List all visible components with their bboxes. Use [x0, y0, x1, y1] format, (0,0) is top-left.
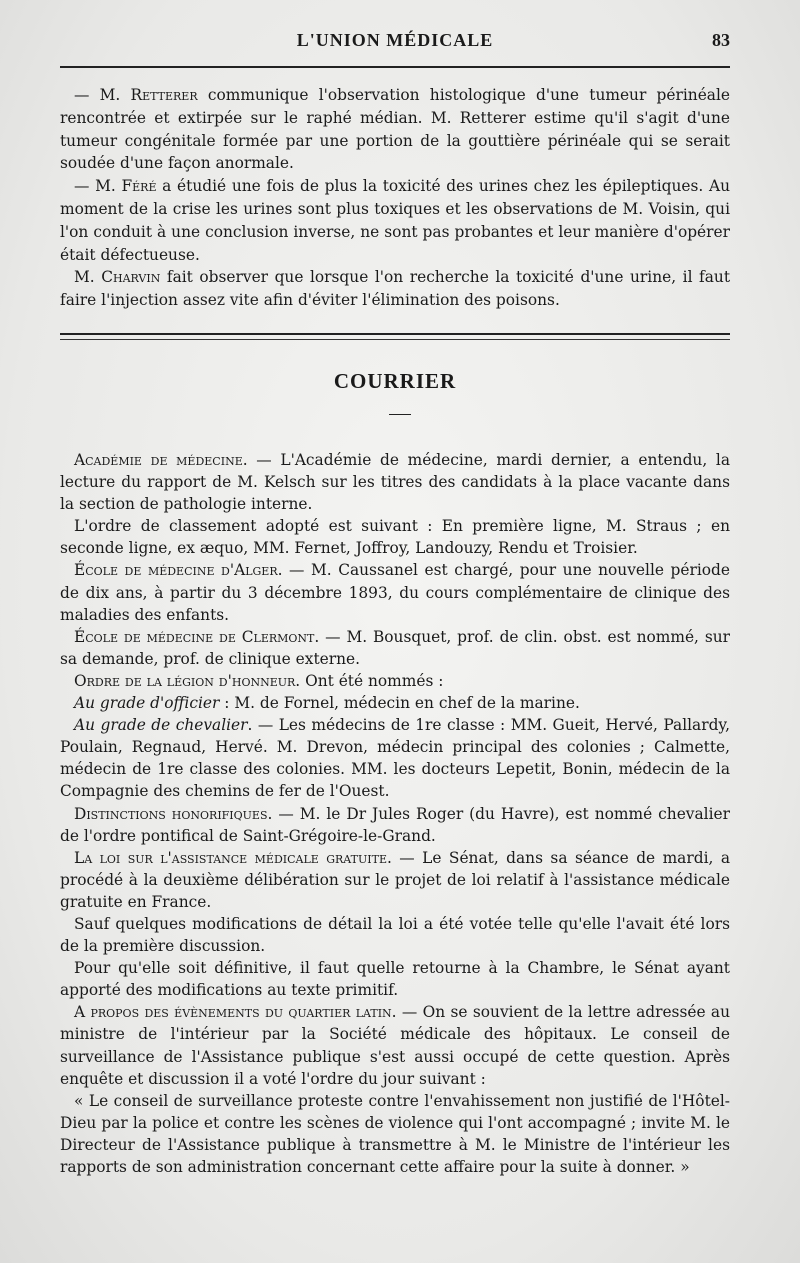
paragraph-text: — Le Sénat, dans sa séance de mardi, a procédé à la deuxième délibération sur le projet de loi relatif à l'assistance médicale gratuite en France.: [60, 848, 730, 911]
paragraph-text: — M. Bousquet, prof. de clin. obst. est nommé, sur sa demande, prof. de clinique externe.: [60, 627, 730, 668]
paragraph-academie: [60, 449, 730, 515]
paragraph-text: L'ordre de classement adopté est suivant : En première ligne, M. Straus ; en seconde ligne, ex æquo, MM. Fernet, Joffroy, Landouzy, Rendu et Troisier.: [60, 517, 730, 558]
proceedings-block: [60, 84, 730, 312]
paragraph-fere: [60, 175, 730, 266]
running-title: L'UNION MÉDICALE: [296, 30, 494, 50]
lead: M.: [74, 268, 102, 287]
paragraph-classement: [60, 515, 730, 559]
paragraph-text: — M. le Dr Jules Roger (du Havre), est nommé chevalier de l'ordre pontifical de Saint-Grégoire-le-Grand.: [60, 804, 730, 845]
speaker-name: Charvin: [101, 268, 161, 287]
rubric-head: Académie de médecine.: [74, 451, 248, 469]
paragraph-text: Pour qu'elle soit définitive, il faut quelle retourne à la Chambre, le Sénat ayant apporté des modifications au texte primitif.: [60, 959, 730, 1000]
paragraph-charvin: [60, 266, 730, 312]
paragraph-distinctions: [60, 803, 730, 847]
title-underline: [389, 414, 411, 415]
paragraph-quartier-latin: [60, 1001, 730, 1089]
paragraph-legion: [60, 670, 730, 692]
paragraph-definitive: [60, 957, 730, 1001]
paragraph-retterer: [60, 84, 730, 175]
paragraph-text: . — Les médecins de 1re classe : MM. Gueit, Hervé, Pallardy, Poulain, Regnaud, Hervé. M. Drevon, médecin principal des colonies ; Calmette, médecin de 1re classe des colonies. MM. les docteurs Lepetit, Bonin, médecin de la Compagnie des chemins de fer de l'Ouest.: [60, 716, 730, 801]
rubric-head: École de médecine de Clermont.: [74, 627, 320, 646]
paragraph-officier: [60, 692, 730, 714]
paragraph-text: — L'Académie de médecine, mardi dernier, a entendu, la lecture du rapport de M. Kelsch sur les titres des candidats à la place vacante dans la section de pathologie interne.: [60, 451, 731, 514]
paragraph-alger: [60, 559, 730, 625]
paragraph-chevalier: [60, 714, 730, 802]
paragraph-text: a étudié une fois de plus la toxicité des urines chez les épileptiques. Au moment de la crise les urines sont plus toxiques et les observations de M. Voisin, qui l'on conduit à une conclusion inverse, ne sont pas probantes et leur manière d'opérer était défectueuse.: [60, 177, 731, 264]
paragraph-text: — M. Caussanel est chargé, pour une nouvelle période de dix ans, à partir du 3 décembre 1893, du cours complémentaire de clinique des maladies des enfants.: [60, 561, 730, 624]
rubric-head: Distinctions honorifiques.: [74, 804, 273, 823]
lead: — M.: [74, 86, 131, 104]
rubric-head: A propos des évènements du quartier latin.: [74, 1003, 397, 1022]
speaker-name: Retterer: [130, 86, 198, 104]
lead: — M.: [74, 177, 122, 196]
page-header: [60, 30, 730, 60]
rubric-head-italic: Au grade d'officier: [74, 694, 220, 713]
paragraph-ordre-du-jour: [60, 1090, 730, 1178]
paragraph-clermont: [60, 626, 730, 670]
section-separator: [60, 333, 730, 340]
rubric-head: École de médecine d'Alger.: [74, 561, 283, 580]
paragraph-text: communique l'observation histologique d'une tumeur périnéale rencontrée et extirpée sur le raphé médian. M. Retterer estime qu'il s'agit d'une tumeur congénitale formée par une portion de la gouttière périnéale qui se serait soudée d'une façon anormale.: [60, 86, 731, 173]
paragraph-sauf: [60, 913, 730, 957]
paragraph-text: Sauf quelques modifications de détail la loi a été votée telle qu'elle l'avait été lors de la première discussion.: [60, 914, 730, 956]
paragraph-text: Ont été nommés :: [300, 671, 444, 690]
section-title: COURRIER: [333, 369, 457, 393]
rubric-head: Ordre de la légion d'honneur.: [74, 671, 301, 690]
header-rule: [60, 66, 730, 68]
paragraph-text: — On se souvient de la lettre adressée au ministre de l'intérieur par la Société médicale des hôpitaux. Le conseil de surveillance de l'Assistance publique s'est aussi occupé de cette question. Après enquête et discussion il a voté l'ordre du jour suivant :: [60, 1003, 731, 1088]
paragraph-text: « Le conseil de surveillance proteste contre l'envahissement non justifié de l'Hôtel-Dieu par la police et contre les scènes de violence qui l'ont accompagné ; invite M. le Directeur de l'Assistance publique à transmettre à M. le Ministre de l'intérieur les rapports de son administration concernant cette affaire pour la suite à donner. »: [60, 1091, 730, 1176]
rubric-head: La loi sur l'assistance médicale gratuite.: [74, 848, 392, 867]
paragraph-loi: [60, 847, 730, 913]
paragraph-text: fait observer que lorsque l'on recherche la toxicité d'une urine, il faut faire l'injection assez vite afin d'éviter l'élimination des poisons.: [60, 268, 731, 310]
page-number: 83: [712, 30, 730, 50]
rubric-head-italic: Au grade de chevalier: [74, 716, 248, 735]
speaker-name: Féré: [121, 177, 157, 196]
courrier-block: [60, 449, 730, 1178]
paragraph-text: : M. de Fornel, médecin en chef de la marine.: [219, 694, 580, 713]
